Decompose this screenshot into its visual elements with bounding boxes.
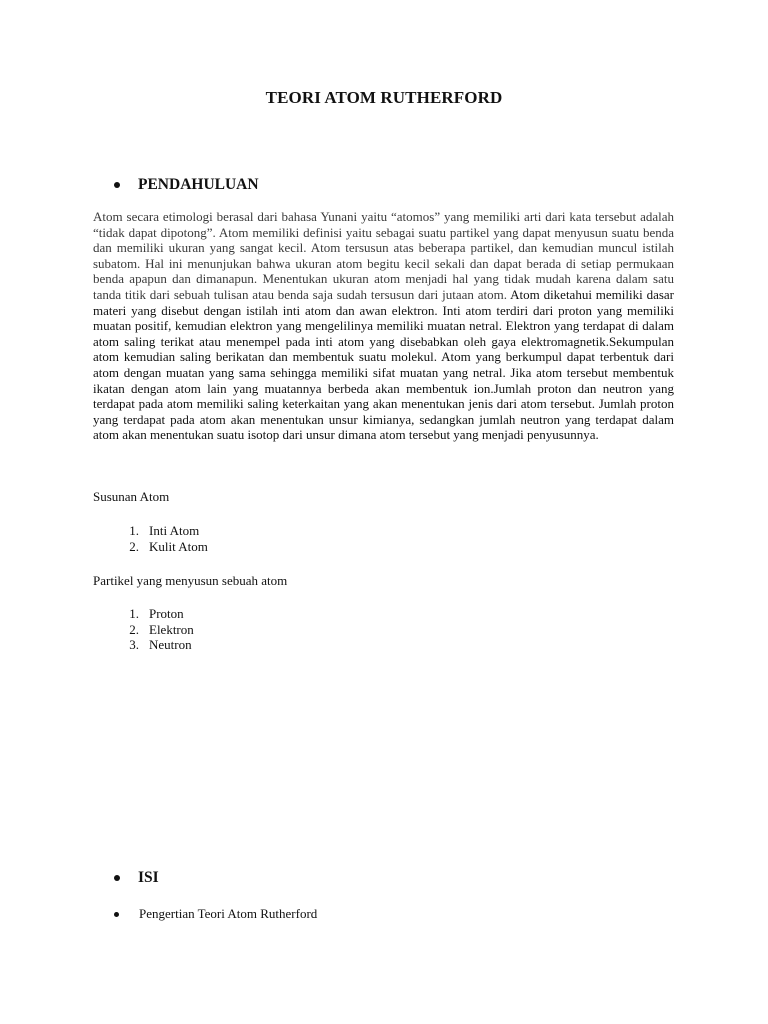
list-text: Elektron — [149, 621, 194, 637]
list-item — [93, 622, 194, 638]
sub-bullet-item — [114, 906, 317, 922]
list-number: 1. — [129, 606, 139, 621]
partikel-list — [93, 606, 194, 653]
bullet-icon — [114, 912, 119, 917]
list-text: Proton — [149, 606, 184, 621]
list-item — [93, 523, 208, 539]
list-item — [93, 606, 194, 622]
list-item — [93, 637, 194, 653]
susunan-atom-list — [93, 523, 208, 554]
section-heading-label: ISI — [138, 869, 159, 886]
document-title: TEORI ATOM RUTHERFORD — [265, 88, 503, 107]
list-text: Neutron — [149, 637, 192, 653]
list-number: 2. — [129, 621, 139, 637]
list-text: Kulit Atom — [149, 538, 208, 554]
susunan-atom-label: Susunan Atom — [93, 489, 170, 504]
paragraph-text-light: Atom secara etimologi berasal dari bahasa Yunani yaitu “atomos” yang memiliki arti dari kata tersebut adalah “tidak dapat dipotong”. Atom memiliki definisi yaitu sebagai suatu partikel yang dapat menyusun suatu benda dan memiliki ukuran yang sangat kecil. Atom tersusun atas beberapa partikel, dan kemudian muncul istilah subatom. Hal ini menunjukan bahwa ukuran atom begitu kecil sekali dan dapat berada di setiap permukaan benda apapun dan dimanapun. Menentukan ukuran atom menjadi hal yang tidak mudah karena dalam satu tanda titik dari sebuah tulisan atau benda saja sudah tersusun dari jutaan atom. — [93, 209, 674, 302]
section-heading-label: PENDAHULUAN — [138, 176, 259, 193]
sub-bullet-text: Pengertian Teori Atom Rutherford — [139, 906, 318, 921]
list-item — [93, 539, 208, 555]
list-text: Inti Atom — [149, 523, 200, 538]
list-number: 3. — [129, 637, 139, 653]
partikel-label: Partikel yang menyusun sebuah atom — [93, 573, 288, 588]
list-number: 2. — [129, 538, 139, 554]
bullet-icon — [114, 875, 120, 881]
bullet-icon — [114, 182, 120, 188]
list-number: 1. — [129, 523, 139, 538]
paragraph-text-dark: Atom diketahui memiliki dasar materi yang disebut dengan istilah inti atom dan awan elektron. Inti atom terdiri dari proton yang memiliki muatan positif, kemudian elektron yang mengelilinya memiliki muatan netral. Elektron yang terdapat di dalam atom saling terikat atau menempel pada inti atom yang disebabkan oleh gaya elektromagnetik.Sekumpulan atom kemudian saling berikatan dan membentuk suatu molekul. Atom yang berkumpul dapat terbentuk dari atom dengan muatan yang sama sehingga memiliki sifat muatan yang netral. Jika atom tersebut membentuk ikatan dengan atom lain yang muatannya berbeda akan membentuk ion.Jumlah proton dan neutron yang terdapat pada atom memiliki saling keterkaitan yang akan menentukan jenis dari atom tersebut. Jumlah proton yang terdapat pada atom akan menentukan unsur kimianya, sedangkan jumlah neutron yang terdapat dalam atom akan menentukan suatu isotop dari unsur dimana atom tersebut yang menjadi penyusunnya. — [93, 286, 674, 443]
intro-paragraph — [93, 209, 674, 443]
section-heading-pendahuluan — [114, 176, 259, 194]
section-heading-isi — [114, 869, 159, 887]
